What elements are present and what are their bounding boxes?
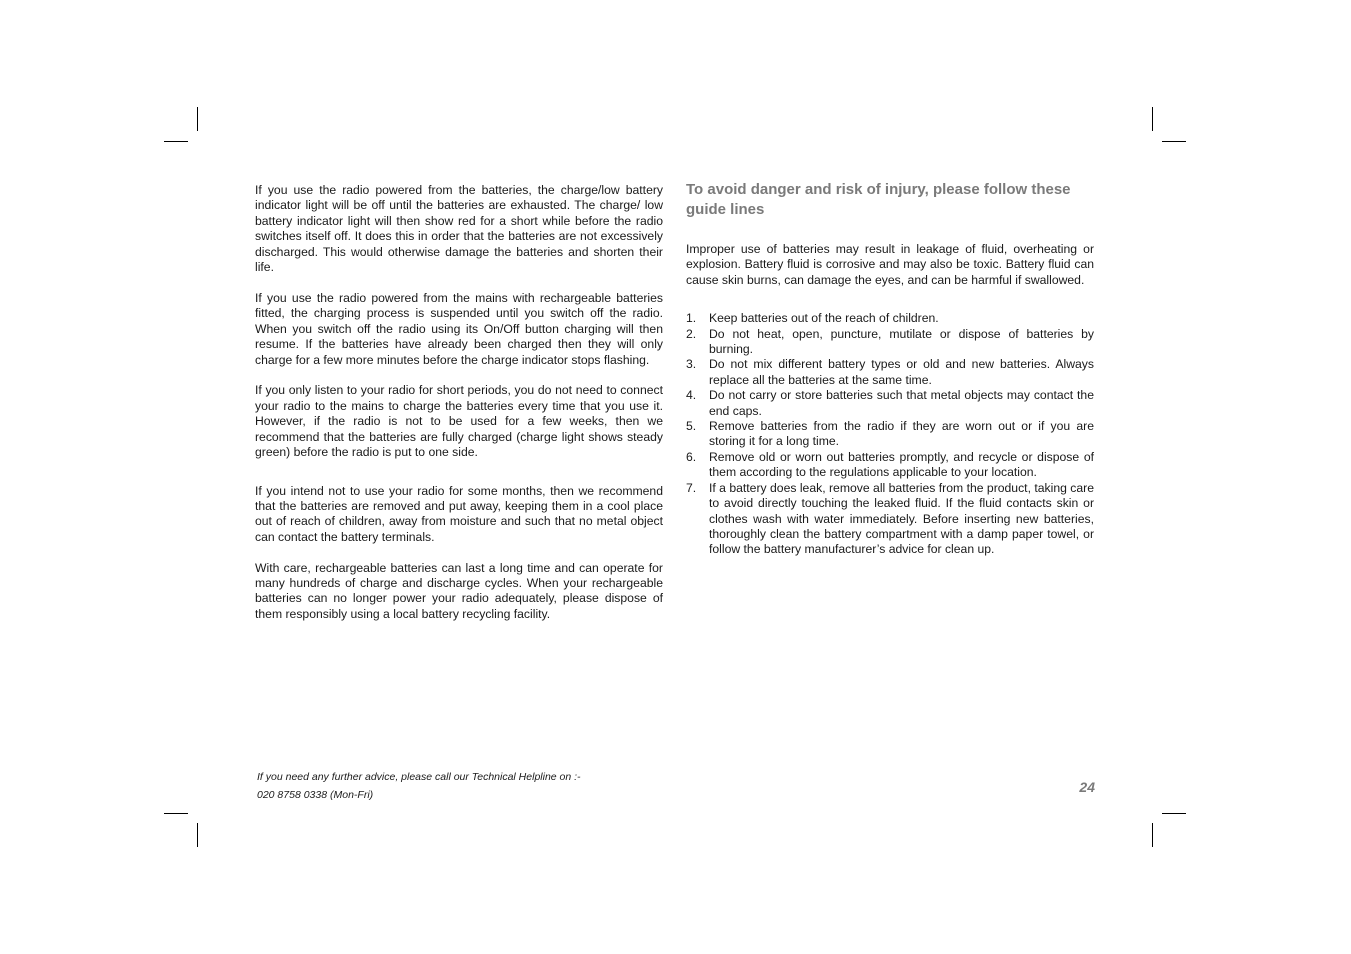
crop-mark bbox=[1162, 141, 1186, 142]
list-item-number: 1. bbox=[686, 311, 697, 326]
list-item bbox=[686, 450, 1094, 481]
intro-paragraph: Improper use of batteries may result in leakage of fluid, overheating or explosion. Battery fluid is corrosive and may also be toxic. Battery fluid can cause skin burns, can damage the eyes, and can be harmful if swallowed. bbox=[686, 242, 1094, 287]
list-item-number: 4. bbox=[686, 388, 697, 403]
body-paragraph: With care, rechargeable batteries can last a long time and can operate for many hundreds of charge and discharge cycles. When your rechargeable batteries can no longer power your radio adequately, please dispose of them responsibly using a local battery recycling facility. bbox=[255, 560, 663, 621]
list-item-number: 5. bbox=[686, 419, 697, 434]
body-paragraph: If you use the radio powered from the mains with rechargeable batteries fitted, the charging process is suspended until you switch off the radio. When you switch off the radio using its On/Off button charging will then resume. If the batteries have already been charged then they will only charge for a few more minutes before the charge indicator stops flashing. bbox=[255, 290, 663, 367]
list-item-number: 7. bbox=[686, 480, 697, 495]
page-number: 24 bbox=[1079, 779, 1095, 795]
list-item bbox=[686, 481, 1094, 558]
list-item-text: Remove old or worn out batteries promptly, and recycle or dispose of them according to the regulations applicable to your location. bbox=[709, 449, 1094, 480]
body-paragraph: If you intend not to use your radio for some months, then we recommend that the batteries are removed and put away, keeping them in a cool place out of reach of children, away from moisture and such that no metal object can contact the battery terminals. bbox=[255, 483, 663, 544]
helpline-text: If you need any further advice, please call our Technical Helpline on :- bbox=[257, 771, 581, 783]
left-column bbox=[255, 183, 663, 622]
list-item-text: Do not mix different battery types or old and new batteries. Always replace all the batteries at the same time. bbox=[709, 357, 1094, 387]
list-item-text: Do not heat, open, puncture, mutilate or dispose of batteries by burning. bbox=[709, 326, 1094, 357]
list-item-text: Do not carry or store batteries such that metal objects may contact the end caps. bbox=[709, 388, 1094, 418]
helpline-number: 020 8758 0338 (Mon-Fri) bbox=[257, 789, 374, 801]
list-item bbox=[686, 419, 1094, 450]
list-item bbox=[686, 357, 1094, 388]
crop-mark bbox=[1152, 107, 1153, 131]
list-item-number: 2. bbox=[686, 326, 697, 341]
helpline-footer bbox=[257, 768, 581, 804]
section-heading: To avoid danger and risk of injury, please follow these guide lines bbox=[686, 181, 1071, 218]
body-paragraph: If you only listen to your radio for short periods, you do not need to connect your radio to the mains to charge the batteries every time that you use it. However, if the radio is not to be used for a few weeks, then we recommend that the batteries are fully charged (charge light shows steady green) before the radio is put to one side. bbox=[255, 383, 663, 460]
crop-mark bbox=[1162, 813, 1186, 814]
list-item-number: 6. bbox=[686, 449, 697, 464]
crop-mark bbox=[164, 813, 188, 814]
list-item-text: If a battery does leak, remove all batteries from the product, taking care to avoid directly touching the leaked fluid. If the fluid contacts skin or clothes wash with water immediately. Before inserting new batteries, thoroughly clean the battery compartment with a damp paper towel, or follow the battery manufacturer’s advice for clean up. bbox=[709, 480, 1094, 557]
list-item bbox=[686, 311, 1094, 326]
list-item bbox=[686, 388, 1094, 419]
crop-mark bbox=[164, 141, 188, 142]
list-item bbox=[686, 327, 1094, 358]
crop-mark bbox=[197, 823, 198, 847]
list-item-text: Remove batteries from the radio if they are worn out or if you are storing it for a long time. bbox=[709, 419, 1094, 449]
body-paragraph: If you use the radio powered from the batteries, the charge/low battery indicator light will be off until the batteries are exhausted. The charge/ low battery indicator light will then show red for a short while before the radio switches itself off. It does this in order that the batteries are not excessively discharged. This would otherwise damage the batteries and shorten their life. bbox=[255, 183, 663, 275]
list-item-text: Keep batteries out of the reach of children. bbox=[709, 311, 939, 326]
crop-mark bbox=[1152, 823, 1153, 847]
right-column bbox=[686, 180, 1094, 558]
crop-mark bbox=[197, 107, 198, 131]
guidelines-list bbox=[686, 311, 1094, 558]
list-item-number: 3. bbox=[686, 357, 697, 372]
